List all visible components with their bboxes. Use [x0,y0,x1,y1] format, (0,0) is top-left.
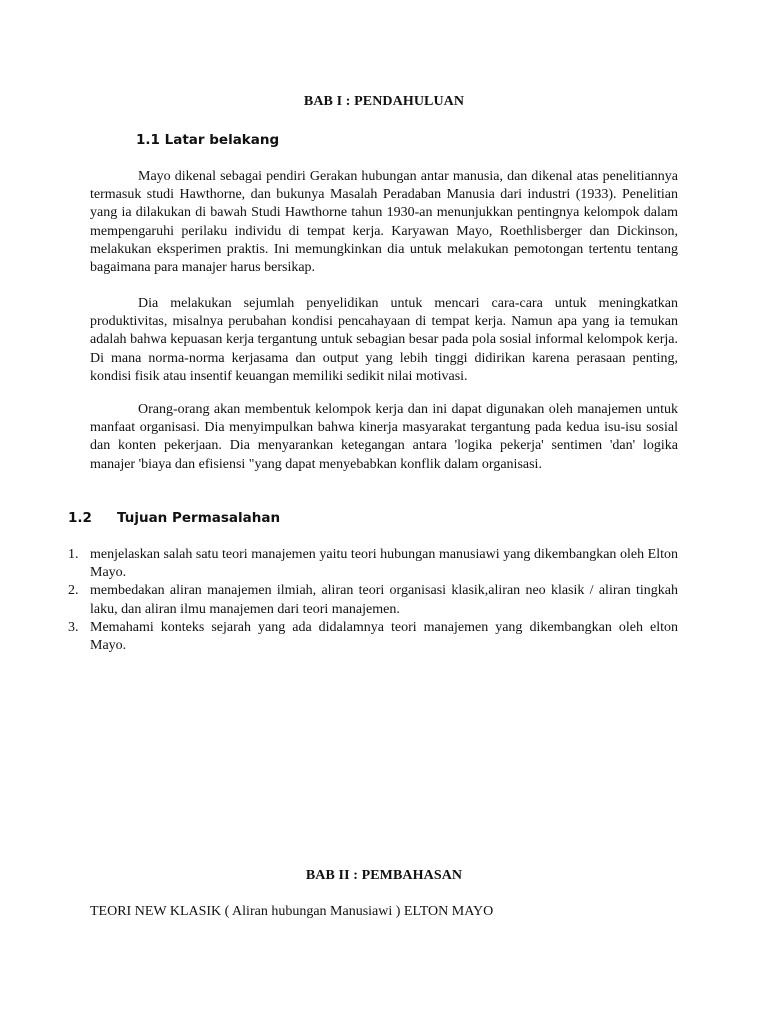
section-1-1-heading: 1.1 Latar belakang [136,132,280,148]
objectives-list [68,546,678,655]
section-1-2-heading: Tujuan Permasalahan [117,510,281,526]
list-item-number: 2. [68,583,79,599]
list-item-number: 1. [68,547,79,562]
list-item [68,582,678,618]
paragraph-1: Mayo dikenal sebagai pendiri Gerakan hubungan antar manusia, dan dikenal atas penelitiannya termasuk studi Hawthorne, dan bukunya Masalah Peradaban Manusia dari industri (1933). Penelitian yang ia dilakukan di bawah Studi Hawthorne tahun 1930-an menunjukkan pentingnya kelompok dalam mempengaruhi perilaku individu di tempat kerja. Karyawan Mayo, Roethlisberger dan Dickinson, melakukan eksperimen praktis. Ini memungkinkan dia untuk melakukan pemotongan tertentu tentang bagaimana para manajer harus bersikap. [90,169,678,276]
list-item [68,619,678,655]
list-item-number: 3. [68,619,79,635]
paragraph-3: Orang-orang akan membentuk kelompok kerja dan ini dapat digunakan oleh manajemen untuk manfaat organisasi. Dia menyimpulkan bahwa kinerja masyarakat tergantung pada kedua isu-isu sosial dan konten pekerjaan. Dia menyarankan ketegangan antara 'logika pekerja' sentimen 'dan' logika manajer 'biaya dan efisiensi "yang dapat menyebabkan konflik dalam organisasi. [90,402,678,472]
list-item-text: Memahami konteks sejarah yang ada didalamnya teori manajemen yang dikembangkan oleh elton Mayo. [90,619,678,654]
list-item-text: menjelaskan salah satu teori manajemen yaitu teori hubungan manusiawi yang dikembangkan oleh Elton Mayo. [90,547,678,581]
section-1-2-number: 1.2 [68,510,92,526]
chapter2-subtitle: TEORI NEW KLASIK ( Aliran hubungan Manusiawi ) ELTON MAYO [90,904,494,919]
paragraph-2: Dia melakukan sejumlah penyelidikan untuk mencari cara-cara untuk meningkatkan produktivitas, misalnya perubahan kondisi pencahayaan di tempat kerja. Namun apa yang ia temukan adalah bahwa kepuasan kerja tergantung untuk sebagian besar pada pola sosial informal kelompok kerja. Di mana norma-norma kerjasama dan output yang lebih tinggi didirikan karena perasaan penting, kondisi fisik atau insentif keuangan memiliki sedikit nilai motivasi. [90,296,678,384]
chapter2-title: BAB II : PEMBAHASAN [305,868,463,883]
chapter1-title: BAB I : PENDAHULUAN [303,94,465,109]
list-item-text: membedakan aliran manajemen ilmiah, aliran teori organisasi klasik,aliran neo klasik / aliran tingkah laku, dan aliran ilmu manajemen dari teori manajemen. [90,583,678,617]
list-item [68,546,678,582]
